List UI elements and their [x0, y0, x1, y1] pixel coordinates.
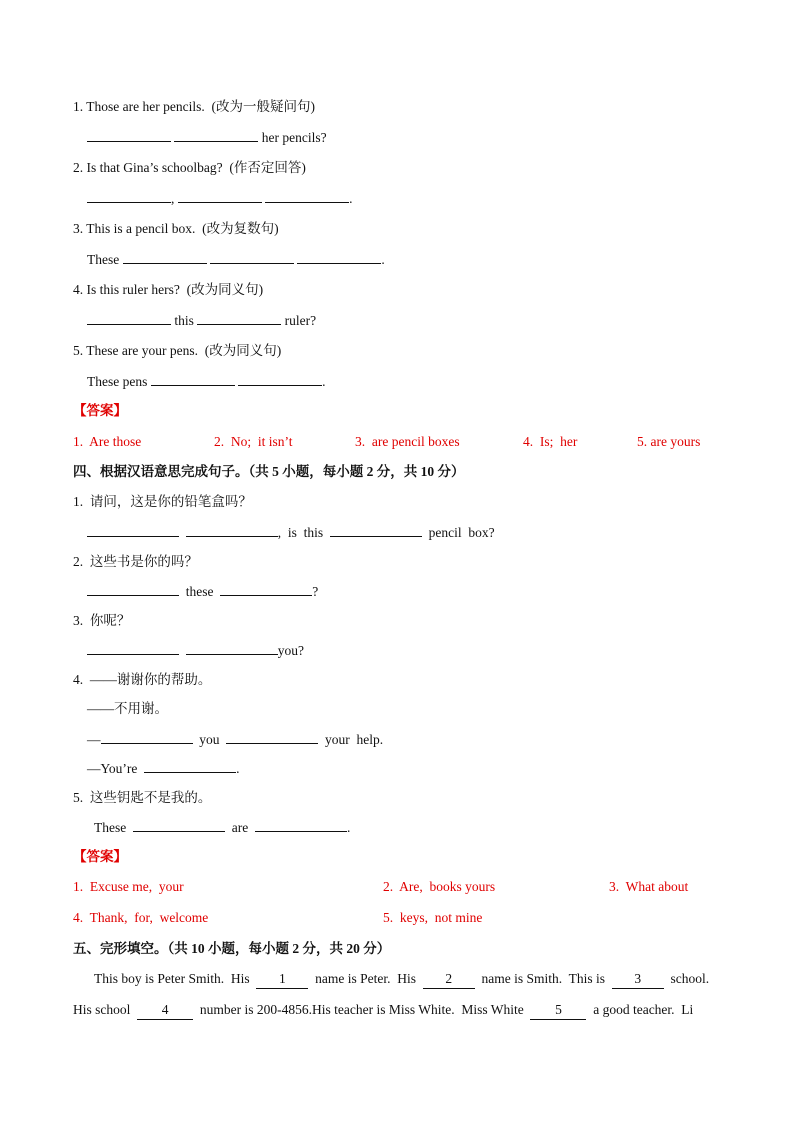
- blank[interactable]: [87, 523, 179, 537]
- answer-line-3: you?: [87, 641, 304, 660]
- cloze-blank[interactable]: 1: [256, 970, 308, 989]
- blank[interactable]: [101, 730, 193, 744]
- blank[interactable]: [144, 759, 236, 773]
- question-5: 5. 这些钥匙不是我的。: [73, 790, 212, 805]
- blank[interactable]: [186, 641, 278, 655]
- answer-item: 5. keys, not mine: [383, 910, 483, 925]
- blank[interactable]: [87, 641, 179, 655]
- blank[interactable]: [186, 523, 278, 537]
- cloze-blank[interactable]: 3: [612, 970, 664, 989]
- blank[interactable]: [297, 250, 381, 264]
- section-heading: 五、完形填空。（共 10 小题，每小题 2 分，共 20 分）: [73, 941, 391, 956]
- answer-label: 【答案】: [73, 849, 127, 864]
- cloze-blank[interactable]: 5: [530, 1001, 586, 1020]
- blank[interactable]: [210, 250, 294, 264]
- question-4-reply: ——不用谢。: [87, 701, 168, 716]
- answer-item: 4. Thank, for, welcome: [73, 910, 209, 925]
- answer-item: 1. Are those: [73, 434, 142, 449]
- blank[interactable]: [87, 189, 171, 203]
- blank[interactable]: [197, 311, 281, 325]
- blank[interactable]: [133, 818, 225, 832]
- answer-line-5: These pens .: [87, 374, 326, 389]
- question-4: 4. Is this ruler hers? (改为同义句): [73, 282, 264, 297]
- question-3: 3. 你呢？: [73, 613, 131, 628]
- answer-line-1: her pencils?: [87, 128, 327, 147]
- question-2: 2. 这些书是你的吗？: [73, 554, 198, 569]
- question-2: 2. Is that Gina’s schoolbag? (作否定回答): [73, 160, 306, 175]
- answer-line-1: , is this pencil box?: [87, 523, 495, 542]
- blank[interactable]: [330, 523, 422, 537]
- blank[interactable]: [123, 250, 207, 264]
- question-1: 1. 请问，这是你的铅笔盒吗？: [73, 494, 252, 509]
- passage-line-1: This boy is Peter Smith. His 1 name is Peter. His 2 name is Smith. This is 3 school.: [94, 970, 709, 989]
- answer-label: 【答案】: [73, 403, 127, 418]
- passage-line-2: His school 4 number is 200-4856.His teacher is Miss White. Miss White 5 a good teacher. Li: [73, 1001, 693, 1020]
- answer-item: 1. Excuse me, your: [73, 879, 184, 894]
- blank[interactable]: [265, 189, 349, 203]
- answer-item: 5. are yours: [637, 434, 701, 449]
- blank[interactable]: [87, 311, 171, 325]
- answer-line-4b: —You’re .: [87, 761, 240, 776]
- question-5: 5. These are your pens. (改为同义句): [73, 343, 282, 358]
- blank[interactable]: [226, 730, 318, 744]
- blank[interactable]: [238, 372, 322, 386]
- blank[interactable]: [255, 818, 347, 832]
- blank[interactable]: [87, 582, 179, 596]
- section-heading: 四、根据汉语意思完成句子。（共 5 小题，每小题 2 分，共 10 分）: [73, 464, 465, 479]
- blank[interactable]: [87, 128, 171, 142]
- answer-item: 3. What about: [609, 879, 689, 894]
- question-3: 3. This is a pencil box. (改为复数句): [73, 221, 279, 236]
- blank[interactable]: [220, 582, 312, 596]
- answer-line-2: these ?: [87, 582, 318, 601]
- answer-line-5: These are .: [94, 820, 351, 835]
- answer-item: 2. Are, books yours: [383, 879, 496, 894]
- answer-item: 3. are pencil boxes: [355, 434, 460, 449]
- answer-line-3: These .: [87, 252, 385, 267]
- blank[interactable]: [151, 372, 235, 386]
- cloze-blank[interactable]: 4: [137, 1001, 193, 1020]
- blank[interactable]: [178, 189, 262, 203]
- answer-line-2: , .: [87, 189, 353, 208]
- question-1: 1. Those are her pencils. (改为一般疑问句): [73, 99, 315, 114]
- answer-item: 2. No; it isn’t: [214, 434, 293, 449]
- answer-line-4: this ruler?: [87, 311, 316, 330]
- answer-line-4a: — you your help.: [87, 732, 384, 747]
- question-4: 4. ——谢谢你的帮助。: [73, 672, 212, 687]
- blank[interactable]: [174, 128, 258, 142]
- cloze-blank[interactable]: 2: [423, 970, 475, 989]
- answer-item: 4. Is; her: [523, 434, 578, 449]
